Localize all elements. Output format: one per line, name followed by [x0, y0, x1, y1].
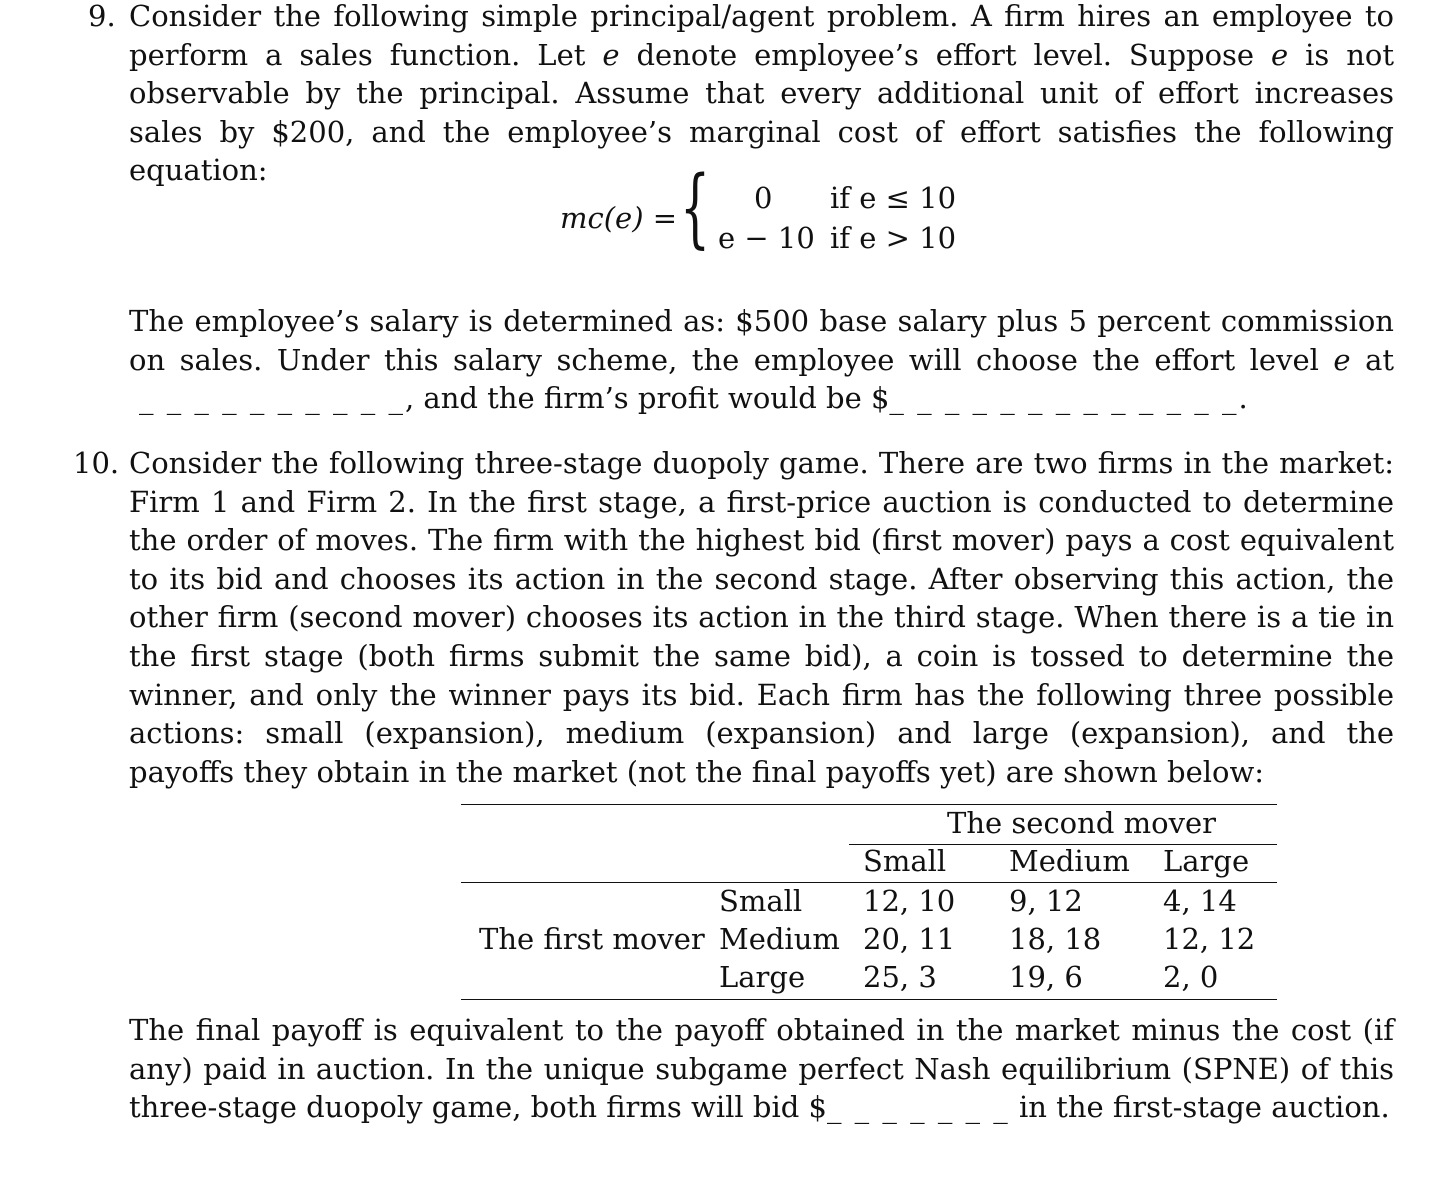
column-group-header: The second mover	[947, 806, 1216, 840]
profit-answer-blank[interactable]: _ _ _ _ _ _ _ _ _ _ _ _ _	[889, 381, 1239, 416]
column-header-small: Small	[863, 844, 947, 878]
bid-answer-blank[interactable]: _ _ _ _ _ _ _	[826, 1090, 1010, 1125]
row-label-small: Small	[719, 884, 803, 918]
final-text: The final payoff is equivalent to the payoff obtained in the market minus the cost (if any) paid in auction. In the unique subgame perfect Nash equilibrium (SPNE) of this three-stage duopoly game, both firms will bid $	[129, 1013, 1394, 1125]
row-label-medium: Medium	[719, 922, 840, 956]
problem-10-paragraph: Consider the following three-stage duopoly game. There are two firms in the market: Firm 1 and Firm 2. In the first stage, a first-price auction is conducted to determine the order of moves. The firm with the highest bid (first mover) pays a cost equivalent to its bid and chooses its action in the second stage. After observing this action, the other firm (second mover) chooses its action in the third stage. When there is a tie in the first stage (both firms submit the same bid), a coin is tossed to determine the winner, and only the winner pays its bid. Each firm has the following three possible actions: small (expansion), medium (expansion) and large (expansion), and the payoffs they obtain in the market (not the final payoffs yet) are shown below:	[129, 446, 1394, 789]
row-label-large: Large	[719, 960, 806, 994]
problem-9-intro-text-3: is not observable by the principal. Assume that every additional unit of effort increases sales by $200, and the employee’s marginal cost of effort satisfies the following equation:	[129, 37, 1395, 188]
table-cell: 18, 18	[1009, 922, 1102, 956]
effort-variable-2: e	[1271, 37, 1289, 72]
column-header-medium: Medium	[1009, 844, 1130, 878]
case-2-value: e − 10	[718, 221, 815, 255]
profit-text: the firm’s profit would be $	[487, 381, 890, 416]
problem-9-intro-text-2: denote employee’s effort level. Suppose	[636, 37, 1255, 72]
problem-10-final	[129, 1011, 1394, 1127]
salary-text: The employee’s salary is determined as: $500 base salary plus 5 percent commission on sales. Under this salary scheme, the employee will choose the effort level	[129, 304, 1394, 377]
table-cell: 12, 10	[863, 884, 956, 918]
table-cell: 19, 6	[1009, 960, 1083, 994]
marginal-cost-equation	[560, 158, 980, 267]
table-cell: 2, 0	[1163, 960, 1219, 994]
problem-9-intro-text: Consider the following simple principal/agent problem. A firm hires an employee to perform a sales function. Let	[129, 0, 1394, 72]
table-bottom-rule	[461, 999, 1277, 1000]
column-header-large: Large	[1163, 844, 1250, 878]
table-cell: 20, 11	[863, 922, 956, 956]
problem-9-salary	[129, 302, 1394, 418]
salary-variable: e	[1333, 342, 1351, 377]
case-1-value: 0	[754, 181, 773, 215]
case-1-condition: if e ≤ 10	[830, 181, 957, 215]
row-group-header: The first mover	[479, 922, 705, 956]
effort-answer-blank[interactable]: _ _ _ _ _ _ _ _ _ _	[139, 381, 405, 416]
equation-lhs: mc(e) =	[560, 201, 678, 235]
table-cell: 4, 14	[1163, 884, 1237, 918]
payoff-table	[461, 804, 1277, 1000]
problem-10-text	[129, 444, 1394, 791]
case-2-condition: if e > 10	[830, 221, 957, 255]
problem-9-number: 9.	[88, 0, 116, 33]
profit-period: .	[1238, 381, 1248, 416]
equation-brace: {	[680, 158, 711, 258]
table-cell: 9, 12	[1009, 884, 1083, 918]
table-cell: 25, 3	[863, 960, 937, 994]
effort-variable: e	[602, 37, 620, 72]
table-cell: 12, 12	[1163, 922, 1256, 956]
problem-9-intro	[129, 0, 1394, 190]
problem-10-number: 10.	[73, 446, 120, 480]
final-end: in the first-stage auction.	[1019, 1090, 1390, 1125]
comma-and: , and	[404, 381, 478, 416]
salary-at: at	[1365, 342, 1395, 377]
